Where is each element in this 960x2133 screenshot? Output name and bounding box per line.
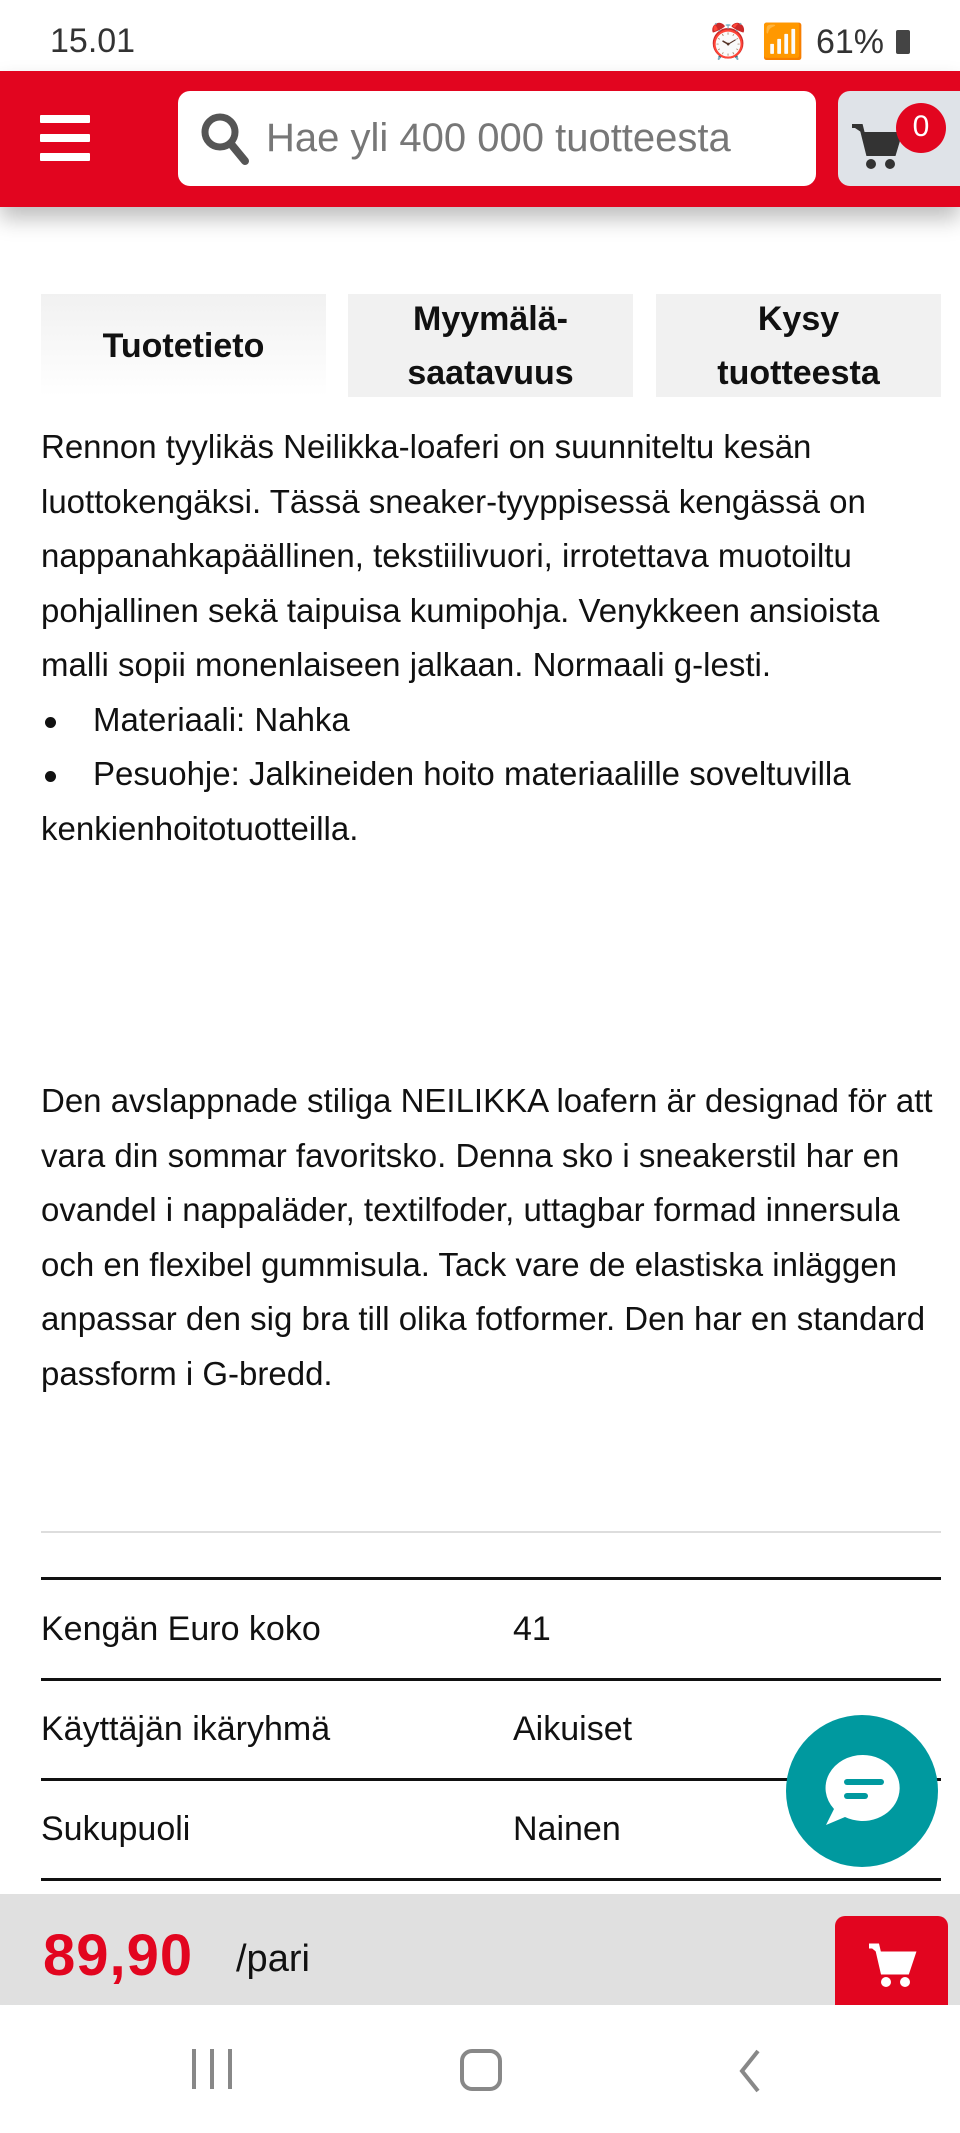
description-swedish: Den avslappnade stiliga NEILIKKA loafern är designad för att vara din sommar favoritsko. Denna sko i sneakerstil har en ovandel i nappaläder, textilfoder, uttagbar formad innersula och en flexibel gummisula. Tack vare de elastiska inläggen anpassar den sig bra till olika fotformer. Den har en standard passform i G-bredd. (41, 1082, 933, 1392)
wifi-icon: 📶 (761, 23, 804, 61)
menu-icon[interactable] (40, 115, 90, 161)
cart-icon (850, 121, 902, 171)
cart-icon (867, 1942, 917, 1988)
price: 89,90 (43, 1923, 194, 1988)
spec-key: Kengän Euro koko (41, 1609, 321, 1648)
spec-value: Nainen (513, 1809, 621, 1848)
status-time: 15.01 (50, 22, 136, 60)
spec-value: Aikuiset (513, 1709, 633, 1748)
search-box[interactable] (178, 91, 816, 186)
purchase-bar (0, 1894, 960, 2005)
search-input[interactable] (266, 116, 806, 161)
battery-icon (896, 30, 910, 54)
status-icons (707, 22, 910, 62)
chat-icon (822, 1751, 904, 1831)
tab-product-info[interactable]: Tuotetieto (41, 294, 326, 397)
system-nav-bar (0, 2005, 960, 2133)
divider (41, 1531, 941, 1533)
spec-key: Sukupuoli (41, 1809, 191, 1848)
battery-level: 61% (815, 22, 884, 61)
recent-apps-button[interactable] (192, 2049, 232, 2089)
bullet-material: Materiaali: Nahka (41, 693, 941, 748)
home-button[interactable] (460, 2049, 502, 2091)
description-fi-text: Rennon tyylikäs Neilikka-loaferi on suunniteltu kesän luottokengäksi. Tässä sneaker-tyyppisessä kengässä on nappanahkapäällinen, tekstiilivuori, irrotettava muotoiltu pohjallinen sekä taipuisa kumipohja. Venykkeen ansioista malli sopii monenlaiseen jalkaan. Normaali g-lesti. (41, 428, 880, 683)
status-bar (0, 0, 960, 71)
spec-row (41, 1580, 941, 1681)
site-header (0, 71, 960, 207)
add-to-cart-button[interactable] (835, 1916, 948, 2005)
tab-ask-about-product[interactable]: Kysy tuotteesta (656, 294, 941, 397)
bullet-care: Pesuohje: Jalkineiden hoito materiaalille soveltuvilla kenkienhoitotuotteilla. (41, 747, 941, 856)
description-finnish (41, 420, 941, 856)
tab-store-availability[interactable]: Myymälä-saatavuus (348, 294, 633, 397)
back-button[interactable] (736, 2049, 764, 2093)
cart-button[interactable] (838, 91, 960, 186)
spec-value: 41 (513, 1609, 551, 1648)
alarm-icon: ⏰ (707, 23, 750, 61)
price-unit: /pari (236, 1938, 310, 1980)
spec-key: Käyttäjän ikäryhmä (41, 1709, 331, 1748)
search-icon (200, 112, 250, 166)
chat-button[interactable] (786, 1715, 938, 1867)
cart-count-badge: 0 (896, 103, 946, 153)
